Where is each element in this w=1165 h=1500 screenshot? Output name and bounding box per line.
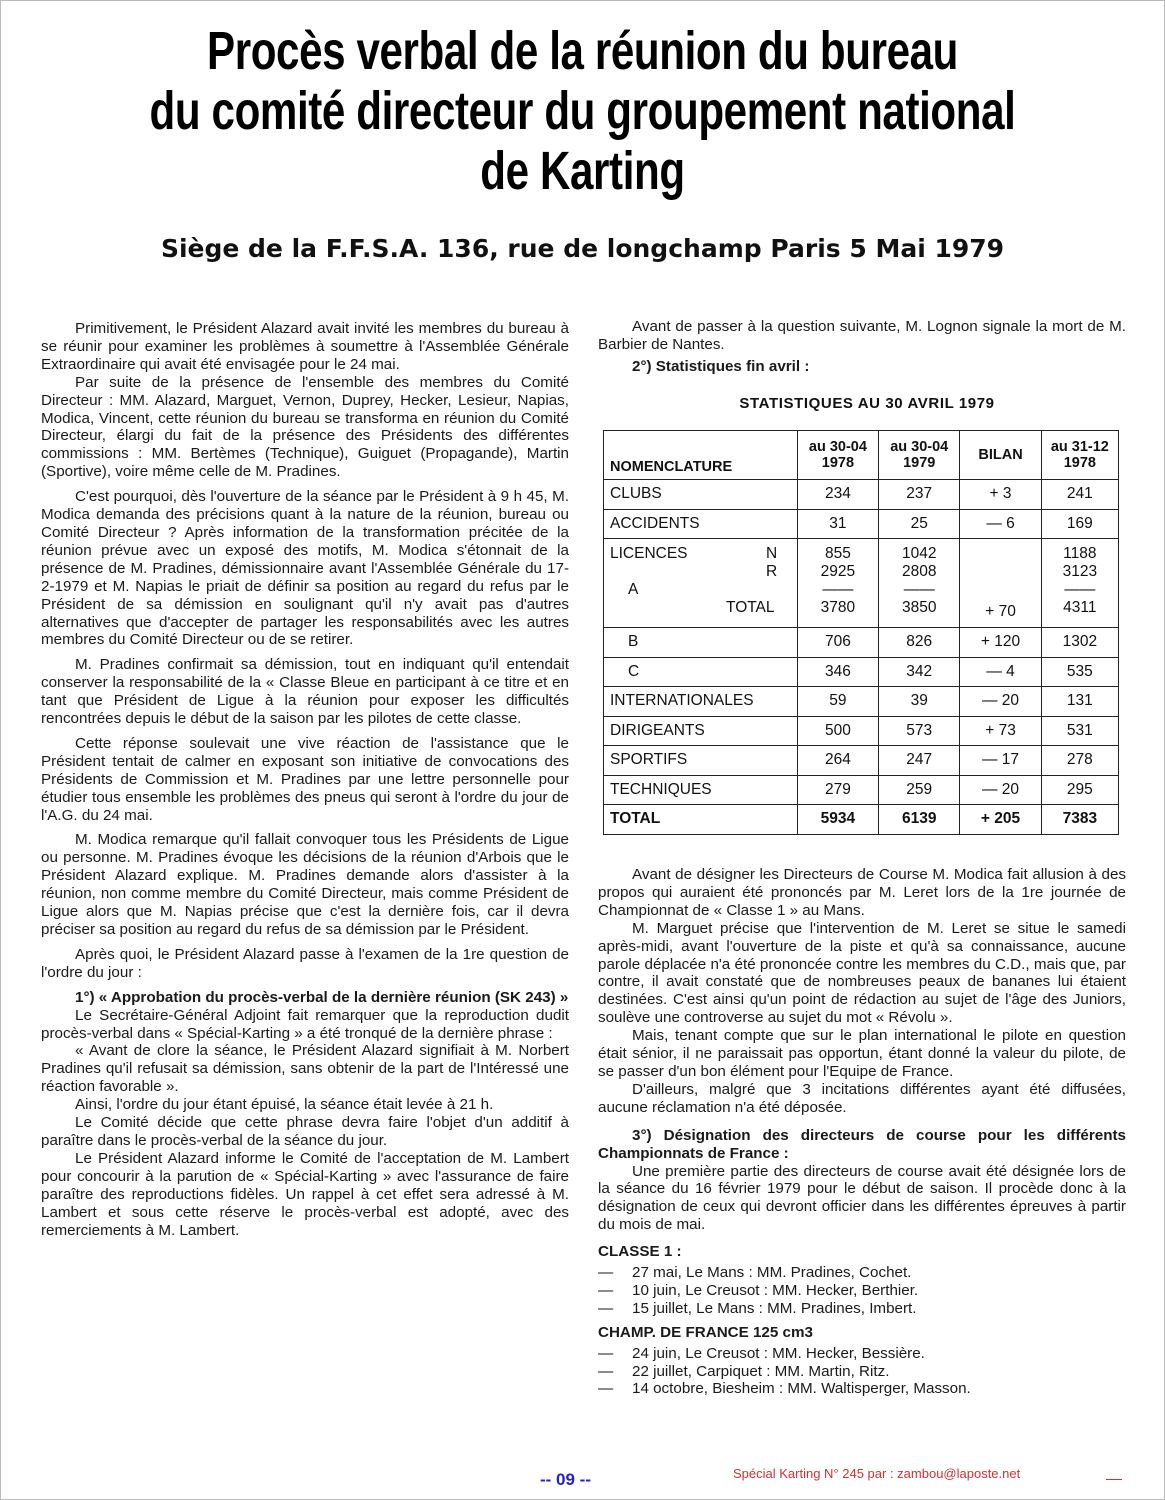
statistics-table bbox=[603, 430, 1119, 835]
dash: — bbox=[598, 1380, 614, 1398]
table-row-licences bbox=[604, 539, 1119, 628]
credit-underline bbox=[1106, 1479, 1122, 1480]
list-item: — 22 juillet, Carpiquet : MM. Martin, Ritz. bbox=[598, 1362, 890, 1380]
cell: 826 bbox=[879, 628, 960, 658]
cell: 295 bbox=[1041, 775, 1118, 805]
header-col-1979-04: au 30-04 1979 bbox=[879, 431, 960, 480]
paragraph: « Avant de clore la séance, le Président Alazard signifiait à M. Norbert Pradines qu'il refusait sa démission, sans obtenir de la part de l'Intéressé une réaction favorable ». bbox=[41, 1042, 569, 1096]
header-col-1978-04: au 30-04 1978 bbox=[797, 431, 878, 480]
title-line-3: de Karting bbox=[480, 141, 685, 201]
paragraph: M. Marguet précise que l'intervention de M. Leret se situe le samedi après-midi, avant l'ouverture de la piste et qu'à sa connaissance, aucune parole déplacée n'a été prononcée contre les membres du C.D., mais que, par contre, il avait constaté que de nombreuses peaux de bananes lui étaient destinées. C'est ainsi qu'un point de rédaction au sujet de l'âge des Juniors, soulève une controverse au sujet du mot « Révolu ». bbox=[598, 919, 1126, 1027]
paragraph: Ainsi, l'ordre du jour étant épuisé, la séance était levée à 21 h. bbox=[75, 1096, 494, 1114]
header-nomenclature: NOMENCLATURE bbox=[604, 431, 798, 480]
row-label: INTERNATIONALES bbox=[604, 687, 798, 717]
rule: —— bbox=[822, 581, 854, 598]
cell: 25 bbox=[879, 509, 960, 539]
paragraph: C'est pourquoi, dès l'ouverture de la séance par le Président à 9 h 45, M. Modica demanda des précisions quant à la nature de la réunion, bureau ou Comité Directeur ? Après information de la transformation précitée de la réunion prévue avec un exposé des motifs, M. Modica s'étonnait de la présence de M. Pradines, démissionnaire avant l'Assemblée Générale du 17-2-1979 et M. Napias le priait de définir sa position au regard du refus par le Président de sa démission en soulignant qu'il n'y avait pas d'autres alternatives que d'accepter de partager les responsabilités avec les autres membres du Comité Directeur ou de se retirer. bbox=[41, 488, 569, 649]
classe1-heading: CLASSE 1 : bbox=[598, 1243, 682, 1261]
cell: 6139 bbox=[879, 805, 960, 835]
row-label: ACCIDENTS bbox=[604, 509, 798, 539]
cell: 535 bbox=[1041, 657, 1118, 687]
cell: 531 bbox=[1041, 716, 1118, 746]
header-bilan: BILAN bbox=[960, 431, 1041, 480]
cell: + 205 bbox=[960, 805, 1041, 835]
section-heading-3: 3°) Désignation des directeurs de course pour les différents Championnats de France : bbox=[598, 1126, 1126, 1162]
cell: 342 bbox=[879, 657, 960, 687]
licences-label: LICENCES bbox=[610, 545, 688, 562]
cell: 59 bbox=[797, 687, 878, 717]
cell: 5934 bbox=[797, 805, 878, 835]
cell: 573 bbox=[879, 716, 960, 746]
cell: 346 bbox=[797, 657, 878, 687]
cell: 1042 bbox=[901, 545, 937, 562]
cell: 500 bbox=[797, 716, 878, 746]
table-row bbox=[604, 628, 1119, 658]
cell: — 4 bbox=[960, 657, 1041, 687]
paragraph: M. Modica remarque qu'il fallait convoquer tous les Présidents de Ligue ou personne. M. Pradines évoque les décisions de la réunion d'Arbois que le Président Alazard explique. M. Pradines demande alors d'assister à la réunion, non comme membre du Comité Directeur, mais comme Président de Ligue alors que M. Napias précise que c'est la dernière fois, car il devra préciser sa position au regard du refus de sa démission par le Président. bbox=[41, 831, 569, 938]
paragraph: Par suite de la présence de l'ensemble des membres du Comité Directeur : MM. Alazard, Marguet, Vernon, Duprey, Hecker, Lesieur, Napias, Modica, Vincent, cette réunion du bureau se transforma en réunion du Comité Directeur, élargi du fait de la présence des Présidents des différentes commissions : MM. Bertèmes (Technique), Guiguet (Propagande), Martin (Sportive), voire même celle de M. Pradines. bbox=[41, 373, 569, 481]
row-label: B bbox=[604, 628, 798, 658]
cell: 3850 bbox=[901, 599, 937, 616]
cell: — 6 bbox=[960, 509, 1041, 539]
table-row bbox=[604, 657, 1119, 687]
cell: 3123 bbox=[1062, 563, 1098, 580]
paragraph: Cette réponse soulevait une vive réaction de l'assistance que le Président tentait de calmer en exposant son initiative de convocations des Présidents de Commission et M. Pradines par une lettre personnelle pour étudier tous ensemble les problèmes des pneus qui seront à l'ordre du jour de l'A.G. du 24 mai. bbox=[41, 734, 569, 824]
table-row bbox=[604, 746, 1119, 776]
champ-heading: CHAMP. DE FRANCE 125 cm3 bbox=[598, 1323, 813, 1341]
list-item: — 15 juillet, Le Mans : MM. Pradines, Imbert. bbox=[598, 1299, 917, 1317]
cell: + 3 bbox=[960, 480, 1041, 510]
dash: — bbox=[598, 1299, 614, 1317]
licences-r: R bbox=[766, 563, 778, 580]
row-label: TECHNIQUES bbox=[604, 775, 798, 805]
cell: 278 bbox=[1041, 746, 1118, 776]
licences-col3 bbox=[1041, 539, 1118, 628]
paragraph: Avant de désigner les Directeurs de Course M. Modica fait allusion à des propos qui auraient été prononcés par M. Leret lors de la 1re journée de Championnat de « Classe 1 » au Mans. bbox=[598, 866, 1126, 919]
section-heading-2: 2°) Statistiques fin avril : bbox=[632, 357, 810, 375]
table-row bbox=[604, 480, 1119, 510]
cell: — 17 bbox=[960, 746, 1041, 776]
cell: 39 bbox=[879, 687, 960, 717]
cell: 259 bbox=[879, 775, 960, 805]
stats-title: STATISTIQUES AU 30 AVRIL 1979 bbox=[739, 395, 995, 412]
table-row bbox=[604, 687, 1119, 717]
cell: 237 bbox=[879, 480, 960, 510]
licences-total-label: TOTAL bbox=[726, 599, 775, 616]
dash: — bbox=[598, 1362, 614, 1380]
paragraph: Après quoi, le Président Alazard passe à l'examen de la 1re question de l'ordre du jour : bbox=[41, 945, 569, 981]
dash: — bbox=[598, 1344, 614, 1362]
table-row bbox=[604, 716, 1119, 746]
subtitle: Siège de la F.F.S.A. 136, rue de longchamp Paris 5 Mai 1979 bbox=[160, 234, 1005, 263]
right-column-bottom bbox=[598, 866, 1126, 1398]
dash: — bbox=[598, 1281, 614, 1299]
cell: 1188 bbox=[1063, 545, 1097, 562]
cell: + 120 bbox=[960, 628, 1041, 658]
cell: 234 bbox=[797, 480, 878, 510]
table-row bbox=[604, 775, 1119, 805]
cell: 2925 bbox=[820, 563, 856, 580]
cell: — 20 bbox=[960, 775, 1041, 805]
licences-n: N bbox=[766, 545, 778, 562]
cell: 2808 bbox=[901, 563, 937, 580]
cell: 855 bbox=[824, 545, 851, 562]
left-column bbox=[41, 320, 569, 1239]
cell: + 70 bbox=[960, 539, 1041, 628]
cell: 241 bbox=[1041, 480, 1118, 510]
licences-col2 bbox=[879, 539, 960, 628]
cell: 1302 bbox=[1041, 628, 1118, 658]
title-line-2: du comité directeur du groupement national bbox=[149, 81, 1016, 141]
table-row-total bbox=[604, 805, 1119, 835]
licences-a: A bbox=[628, 581, 639, 598]
licences-col1 bbox=[797, 539, 878, 628]
cell: 279 bbox=[797, 775, 878, 805]
paragraph: Mais, tenant compte que sur le plan international le pilote en question était sénior, il ne paraissait pas opportun, étant donné la valeur du pilote, de se passer d'un bon élément pour l'Equipe de France. bbox=[598, 1027, 1126, 1080]
paragraph: Le Président Alazard informe le Comité de l'acceptation de M. Lambert pour concourir à la parution de « Spécial-Karting » avec l'assurance de faire paraître des reproductions fidèles. Un rappel à cet effet sera adressé à M. Lambert et sous cette réserve le procès-verbal est adopté, avec des remerciements à M. Lambert. bbox=[41, 1149, 569, 1239]
page-number: -- 09 -- bbox=[540, 1470, 591, 1489]
cell: 169 bbox=[1041, 509, 1118, 539]
paragraph: Avant de passer à la question suivante, M. Lognon signale la mort de M. Barbier de Nantes. bbox=[598, 318, 1126, 353]
row-label: CLUBS bbox=[604, 480, 798, 510]
list-item: — 10 juin, Le Creusot : MM. Hecker, Berthier. bbox=[598, 1281, 919, 1299]
paragraph: D'ailleurs, malgré que 3 incitations différentes ayant été diffusées, aucune réclamation n'a été déposée. bbox=[598, 1080, 1126, 1116]
row-label: DIRIGEANTS bbox=[604, 716, 798, 746]
cell: 7383 bbox=[1041, 805, 1118, 835]
title-line-1: Procès verbal de la réunion du bureau bbox=[207, 21, 958, 81]
rule: —— bbox=[903, 581, 935, 598]
paragraph: Primitivement, le Président Alazard avait invité les membres du bureau à se réunir pour examiner les problèmes à soumettre à l'Assemblée Générale Extraordinaire qui avait été envisagée pour le 24 mai. bbox=[41, 320, 569, 373]
cell: 3780 bbox=[820, 599, 856, 616]
paragraph: Le Comité décide que cette phrase devra faire l'objet d'un additif à paraître dans le procès-verbal de la séance du jour. bbox=[41, 1114, 569, 1149]
row-label-licences bbox=[604, 539, 798, 628]
credit-text: Spécial Karting N° 245 par : zambou@laposte.net bbox=[733, 1466, 1021, 1481]
dash: — bbox=[598, 1264, 614, 1282]
paragraph: Une première partie des directeurs de course avait été désignée lors de la séance du 16 février 1979 pour le début de saison. Il procède donc à la désignation de ceux qui devront officier dans les différentes épreuves à partir du mois de mai. bbox=[598, 1162, 1126, 1234]
rule: —— bbox=[1064, 581, 1096, 598]
row-label: C bbox=[604, 657, 798, 687]
row-label: TOTAL bbox=[604, 805, 798, 835]
row-label: SPORTIFS bbox=[604, 746, 798, 776]
table-header-row bbox=[604, 431, 1119, 480]
cell: 4311 bbox=[1063, 599, 1097, 616]
champ-list bbox=[598, 1345, 1126, 1399]
cell: 31 bbox=[797, 509, 878, 539]
list-item: — 27 mai, Le Mans : MM. Pradines, Cochet. bbox=[598, 1264, 912, 1282]
list-item: — 14 octobre, Biesheim : MM. Waltisperger, Masson. bbox=[598, 1380, 971, 1398]
classe1-list bbox=[598, 1264, 1126, 1318]
cell: — 20 bbox=[960, 687, 1041, 717]
list-item: — 24 juin, Le Creusot : MM. Hecker, Bessière. bbox=[598, 1344, 925, 1362]
table-row bbox=[604, 509, 1119, 539]
right-column-top bbox=[598, 318, 1126, 376]
cell: 131 bbox=[1041, 687, 1118, 717]
cell: + 73 bbox=[960, 716, 1041, 746]
paragraph: Le Secrétaire-Général Adjoint fait remarquer que la reproduction dudit procès-verbal dans « Spécial-Karting » a été tronqué de la dernière phrase : bbox=[41, 1006, 569, 1042]
cell: 247 bbox=[879, 746, 960, 776]
cell: 706 bbox=[797, 628, 878, 658]
paragraph: M. Pradines confirmait sa démission, tout en indiquant qu'il entendait conserver la responsabilité de la « Classe Bleue en participant à ce titre et en tant que Président de Ligue à la réunion pour exposer les difficultés rencontrées depuis le début de la saison par les pilotes de cette classe. bbox=[41, 656, 569, 728]
cell: 264 bbox=[797, 746, 878, 776]
section-heading-1: 1°) « Approbation du procès-verbal de la dernière réunion (SK 243) » bbox=[75, 988, 569, 1006]
header-col-1978-12: au 31-12 1978 bbox=[1041, 431, 1118, 480]
